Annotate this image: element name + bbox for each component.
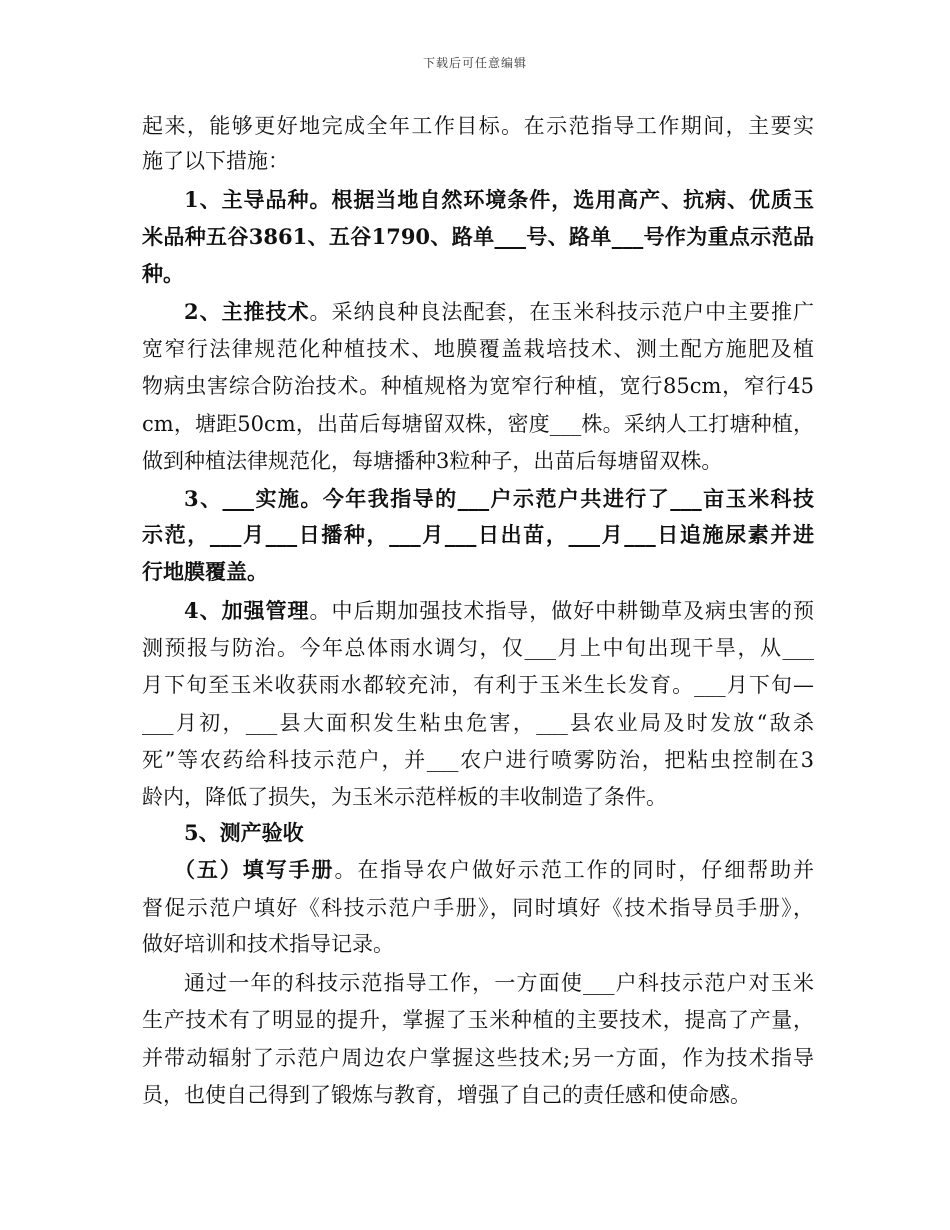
text-line (142, 443, 814, 479)
text-segment: 起来，能够更好地完成全年工作目标。在示范指导工作期间，主要实 (142, 114, 814, 138)
text-line (142, 1002, 814, 1038)
text-line (142, 331, 814, 367)
text-line (142, 890, 814, 926)
text-line (142, 926, 814, 962)
text-line (142, 256, 814, 292)
text-segment: 督促示范户填好《科技示范户手册》，同时填好《技术指导员手册》， (142, 896, 814, 920)
page-header: 下载后可任意编辑 (422, 56, 527, 70)
text-segment: 1、主导品种。根据当地自然环境条件，选用高产、抗病、优质玉 (184, 187, 814, 212)
text-line (174, 852, 814, 888)
text-line (142, 742, 814, 778)
text-segment: 。中后期加强技术指导，做好中耕锄草及病虫害的预 (309, 599, 814, 623)
text-segment: 测预报与防治。今年总体雨水调匀，仅___月上中旬出现干旱，从___ (142, 636, 814, 660)
text-line (184, 481, 814, 517)
text-segment: 3、___实施。今年我指导的___户示范户共进行了___亩玉米科技 (184, 486, 814, 511)
text-line (142, 779, 814, 815)
text-segment: 施了以下措施： (142, 149, 289, 173)
text-line (184, 815, 814, 851)
text-segment: 并带动辐射了示范户周边农户掌握这些技术;另一方面，作为技术指导 (142, 1046, 814, 1070)
text-segment: 物病虫害综合防治技术。种植规格为宽窄行种植，宽行85cm，窄行45 (142, 374, 814, 398)
text-line (142, 368, 814, 404)
text-line (142, 406, 814, 442)
text-segment: 5、测产验收 (184, 820, 304, 845)
text-line (142, 143, 814, 179)
text-line (142, 1077, 814, 1113)
text-segment: 月下旬至玉米收获雨水都较充沛，有利于玉米生长发育。___月下旬— (142, 673, 814, 697)
text-segment: 。在指导农户做好示范工作的同时，仔细帮助并 (334, 858, 814, 882)
text-segment: ___月初，___县大面积发生粘虫危害，___县农业局及时发放“敌杀 (142, 711, 814, 735)
text-segment: 龄内，降低了损失，为玉米示范样板的丰收制造了条件。 (142, 785, 667, 809)
text-line (184, 593, 814, 629)
text-segment: 生产技术有了明显的提升，掌握了玉米种植的主要技术，提高了产量， (142, 1008, 814, 1032)
text-segment: 2、主推技术 (184, 299, 310, 324)
text-line (184, 182, 814, 218)
text-line (142, 219, 814, 255)
text-line (184, 965, 814, 1001)
text-line (142, 517, 814, 553)
text-segment: 。采纳良种良法配套，在玉米科技示范户中主要推广 (309, 300, 814, 324)
text-line (142, 667, 814, 703)
text-segment: 4、加强管理 (184, 598, 310, 623)
text-segment: （五）填写手册 (174, 857, 335, 882)
text-segment: 员，也使自己得到了锻炼与教育，增强了自己的责任感和使命感。 (142, 1083, 751, 1107)
text-segment: 死”等农药给科技示范户，并___农户进行喷雾防治，把粘虫控制在3 (142, 748, 814, 772)
text-line (142, 554, 814, 590)
text-segment: 示范，___月___日播种，___月___日出苗，___月___日追施尿素并进 (142, 522, 814, 547)
text-line (142, 630, 814, 666)
text-segment: 米品种五谷3861、五谷1790、路单___号、路单___号作为重点示范品 (142, 224, 814, 249)
text-line (142, 705, 814, 741)
text-segment: 行地膜覆盖。 (142, 559, 268, 584)
text-segment: 种。 (142, 261, 184, 286)
text-line (184, 294, 814, 330)
text-line (142, 108, 814, 144)
text-line (142, 1040, 814, 1076)
text-segment: 做到种植法律规范化，每塘播种3粒种子，出苗后每塘留双株。 (142, 449, 723, 473)
text-segment: 做好培训和技术指导记录。 (142, 932, 394, 956)
text-segment: cm，塘距50cm，出苗后每塘留双株，密度___株。采纳人工打塘种植， (142, 412, 814, 436)
text-segment: 宽窄行法律规范化种植技术、地膜覆盖栽培技术、测土配方施肥及植 (142, 337, 814, 361)
text-segment: 通过一年的科技示范指导工作，一方面使___户科技示范户对玉米 (184, 971, 814, 995)
